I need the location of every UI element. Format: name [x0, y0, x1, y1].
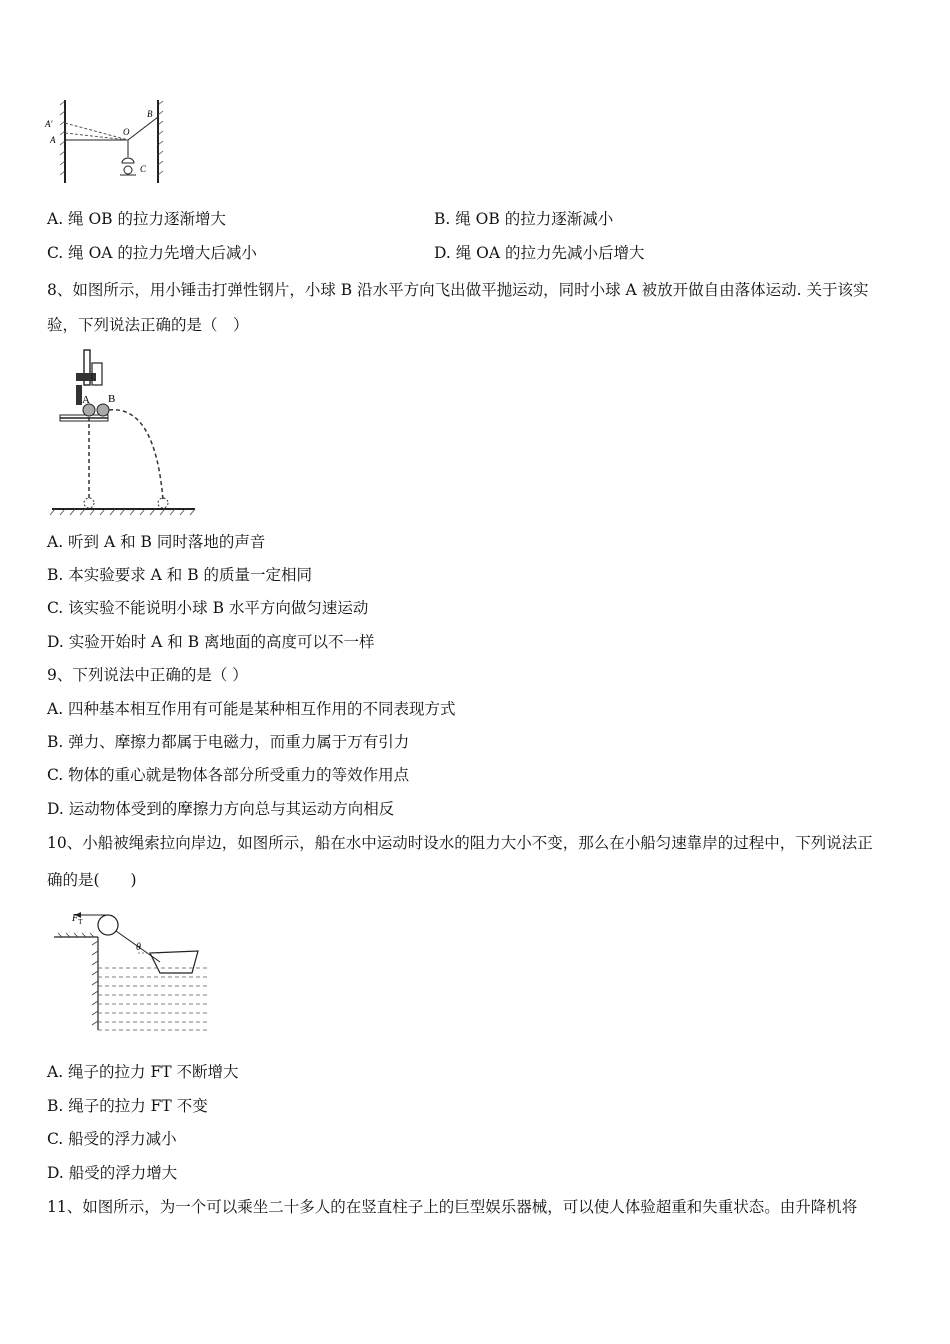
q7-option-b: B. 绳 OB 的拉力逐渐减小 [434, 210, 614, 228]
q8-option-a: A. 听到 A 和 B 同时落地的声音 [47, 533, 266, 551]
label-a: A [50, 135, 56, 145]
label-ball-a: A [82, 394, 90, 406]
q9-option-d: D. 运动物体受到的摩擦力方向总与其运动方向相反 [47, 800, 395, 818]
q7-option-d: D. 绳 OA 的拉力先减小后增大 [434, 244, 645, 262]
q9-stem: 9、下列说法中正确的是（ ） [47, 666, 248, 684]
label-a-prime: A′ [45, 119, 53, 129]
label-b: B [147, 109, 153, 119]
figure-rope-walls [40, 95, 170, 190]
q7-option-a: A. 绳 OB 的拉力逐渐增大 [47, 210, 226, 228]
q7-option-c: C. 绳 OA 的拉力先增大后减小 [47, 244, 257, 262]
figure-projectile-experiment [50, 345, 200, 520]
q8-stem-line1: 8、如图所示，用小锤击打弹性钢片，小球 B 沿水平方向飞出做平抛运动，同时小球 A 被放开做自由落体运动. 关于该实 [47, 281, 869, 299]
q10-stem-line2: 确的是( ) [47, 871, 137, 889]
q11-stem-line1: 11、如图所示，为一个可以乘坐二十多人的在竖直柱子上的巨型娱乐器械，可以使人体验超重和失重状态。由升降机将 [47, 1198, 858, 1216]
q8-option-c: C. 该实验不能说明小球 B 水平方向做匀速运动 [47, 599, 369, 617]
q8-stem-line2: 验，下列说法正确的是（ ） [47, 316, 249, 334]
q10-option-a: A. 绳子的拉力 FT 不断增大 [47, 1063, 239, 1081]
q9-option-a: A. 四种基本相互作用有可能是某种相互作用的不同表现方式 [47, 700, 456, 718]
label-angle-theta: θ [136, 942, 141, 953]
q9-option-b: B. 弹力、摩擦力都属于电磁力，而重力属于万有引力 [47, 733, 410, 751]
label-force-ft: $F_T$ [72, 913, 83, 926]
label-ball-b: B [108, 393, 116, 405]
q10-option-b: B. 绳子的拉力 FT 不变 [47, 1097, 208, 1115]
q8-option-d: D. 实验开始时 A 和 B 离地面的高度可以不一样 [47, 633, 375, 651]
label-c: C [140, 164, 147, 174]
q10-stem-line1: 10、小船被绳索拉向岸边，如图所示，船在水中运动时设水的阻力大小不变，那么在小船匀速靠岸的过程中，下列说法正 [47, 834, 873, 852]
q8-option-b: B. 本实验要求 A 和 B 的质量一定相同 [47, 566, 313, 584]
q10-option-d: D. 船受的浮力增大 [47, 1164, 178, 1182]
label-o: O [123, 127, 130, 137]
q9-option-c: C. 物体的重心就是物体各部分所受重力的等效作用点 [47, 766, 410, 784]
figure-boat-pulley [50, 905, 215, 1035]
q10-option-c: C. 船受的浮力减小 [47, 1130, 177, 1148]
